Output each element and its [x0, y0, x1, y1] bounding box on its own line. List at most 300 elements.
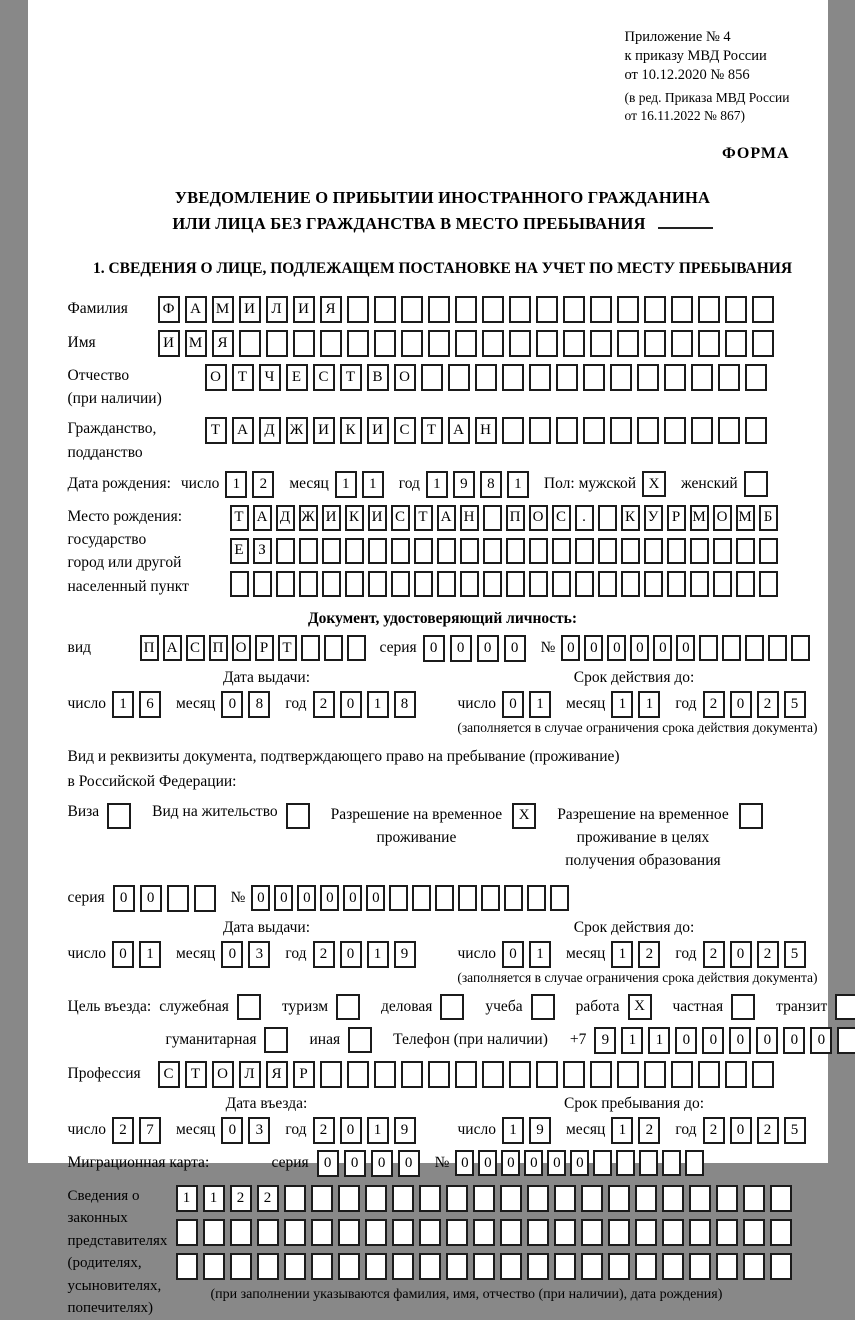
filled-cell[interactable]: 0: [477, 635, 499, 662]
filled-cell[interactable]: 0: [584, 635, 603, 661]
empty-cell[interactable]: [745, 364, 767, 391]
empty-cell[interactable]: [458, 885, 477, 911]
empty-cell[interactable]: [563, 1061, 585, 1088]
filled-cell[interactable]: 6: [139, 691, 161, 718]
empty-cell[interactable]: [392, 1185, 414, 1212]
empty-cell[interactable]: [716, 1219, 738, 1246]
filled-cell[interactable]: 9: [453, 471, 475, 498]
empty-cell[interactable]: [230, 571, 249, 597]
empty-cell[interactable]: [664, 417, 686, 444]
empty-cell[interactable]: [752, 1061, 774, 1088]
filled-cell[interactable]: 1: [502, 1117, 524, 1144]
filled-cell[interactable]: Л: [266, 296, 288, 323]
empty-cell[interactable]: [475, 364, 497, 391]
empty-cell[interactable]: [536, 1061, 558, 1088]
empty-cell[interactable]: [365, 1185, 387, 1212]
empty-cell[interactable]: [230, 1219, 252, 1246]
empty-cell[interactable]: [616, 1150, 635, 1176]
filled-cell[interactable]: 1: [611, 941, 633, 968]
filled-cell[interactable]: 2: [638, 941, 660, 968]
filled-cell[interactable]: 0: [561, 635, 580, 661]
filled-cell[interactable]: С: [394, 417, 416, 444]
filled-cell[interactable]: П: [209, 635, 228, 661]
filled-cell[interactable]: 0: [343, 885, 362, 911]
filled-cell[interactable]: 0: [607, 635, 626, 661]
empty-cell[interactable]: [176, 1253, 198, 1280]
empty-cell[interactable]: [637, 417, 659, 444]
filled-cell[interactable]: 0: [524, 1150, 543, 1176]
filled-cell[interactable]: В: [367, 364, 389, 391]
filled-cell[interactable]: 0: [450, 635, 472, 662]
empty-cell[interactable]: [435, 885, 454, 911]
empty-cell[interactable]: [401, 296, 423, 323]
empty-cell[interactable]: [437, 571, 456, 597]
empty-cell[interactable]: [554, 1219, 576, 1246]
empty-cell[interactable]: [428, 330, 450, 357]
empty-cell[interactable]: [428, 296, 450, 323]
empty-cell[interactable]: [311, 1253, 333, 1280]
filled-cell[interactable]: Т: [414, 505, 433, 531]
empty-cell[interactable]: [698, 1061, 720, 1088]
empty-cell[interactable]: [455, 1061, 477, 1088]
filled-cell[interactable]: 0: [502, 691, 524, 718]
empty-cell[interactable]: [667, 571, 686, 597]
empty-cell[interactable]: [347, 330, 369, 357]
filled-cell[interactable]: 1: [507, 471, 529, 498]
residence-permit-checkbox[interactable]: [286, 803, 310, 829]
empty-cell[interactable]: [322, 538, 341, 564]
empty-cell[interactable]: [446, 1185, 468, 1212]
filled-cell[interactable]: 1: [621, 1027, 643, 1054]
filled-cell[interactable]: О: [212, 1061, 234, 1088]
empty-cell[interactable]: [500, 1219, 522, 1246]
empty-cell[interactable]: [635, 1219, 657, 1246]
filled-cell[interactable]: З: [253, 538, 272, 564]
empty-cell[interactable]: [608, 1219, 630, 1246]
empty-cell[interactable]: [590, 1061, 612, 1088]
purpose-other-checkbox[interactable]: [348, 1027, 372, 1053]
empty-cell[interactable]: [482, 330, 504, 357]
empty-cell[interactable]: [770, 1219, 792, 1246]
filled-cell[interactable]: 5: [784, 941, 806, 968]
empty-cell[interactable]: [598, 505, 617, 531]
empty-cell[interactable]: [529, 417, 551, 444]
empty-cell[interactable]: [752, 330, 774, 357]
empty-cell[interactable]: [347, 635, 366, 661]
empty-cell[interactable]: [608, 1253, 630, 1280]
empty-cell[interactable]: [575, 571, 594, 597]
empty-cell[interactable]: [527, 1219, 549, 1246]
filled-cell[interactable]: А: [185, 296, 207, 323]
filled-cell[interactable]: А: [253, 505, 272, 531]
empty-cell[interactable]: [691, 364, 713, 391]
empty-cell[interactable]: [368, 538, 387, 564]
filled-cell[interactable]: 2: [257, 1185, 279, 1212]
filled-cell[interactable]: 0: [320, 885, 339, 911]
empty-cell[interactable]: [583, 364, 605, 391]
filled-cell[interactable]: Т: [278, 635, 297, 661]
empty-cell[interactable]: [347, 296, 369, 323]
empty-cell[interactable]: [689, 1253, 711, 1280]
empty-cell[interactable]: [743, 1219, 765, 1246]
filled-cell[interactable]: С: [158, 1061, 180, 1088]
empty-cell[interactable]: [583, 417, 605, 444]
filled-cell[interactable]: И: [367, 417, 389, 444]
empty-cell[interactable]: [610, 364, 632, 391]
filled-cell[interactable]: 0: [221, 691, 243, 718]
filled-cell[interactable]: 9: [394, 1117, 416, 1144]
empty-cell[interactable]: [338, 1253, 360, 1280]
empty-cell[interactable]: [368, 571, 387, 597]
purpose-humanitarian-checkbox[interactable]: [264, 1027, 288, 1053]
filled-cell[interactable]: М: [690, 505, 709, 531]
empty-cell[interactable]: [311, 1185, 333, 1212]
empty-cell[interactable]: [716, 1253, 738, 1280]
empty-cell[interactable]: [293, 330, 315, 357]
empty-cell[interactable]: [276, 571, 295, 597]
filled-cell[interactable]: 0: [570, 1150, 589, 1176]
filled-cell[interactable]: 9: [594, 1027, 616, 1054]
empty-cell[interactable]: [460, 571, 479, 597]
empty-cell[interactable]: [345, 571, 364, 597]
empty-cell[interactable]: [299, 538, 318, 564]
filled-cell[interactable]: К: [340, 417, 362, 444]
empty-cell[interactable]: [671, 296, 693, 323]
filled-cell[interactable]: 2: [313, 691, 335, 718]
empty-cell[interactable]: [299, 571, 318, 597]
empty-cell[interactable]: [529, 538, 548, 564]
empty-cell[interactable]: [770, 1253, 792, 1280]
filled-cell[interactable]: О: [205, 364, 227, 391]
filled-cell[interactable]: 0: [297, 885, 316, 911]
empty-cell[interactable]: [345, 538, 364, 564]
empty-cell[interactable]: [745, 635, 764, 661]
empty-cell[interactable]: [667, 538, 686, 564]
empty-cell[interactable]: [725, 1061, 747, 1088]
filled-cell[interactable]: Т: [205, 417, 227, 444]
empty-cell[interactable]: [664, 364, 686, 391]
empty-cell[interactable]: [770, 1185, 792, 1212]
filled-cell[interactable]: 2: [703, 1117, 725, 1144]
empty-cell[interactable]: [230, 1253, 252, 1280]
empty-cell[interactable]: [529, 571, 548, 597]
filled-cell[interactable]: 0: [221, 941, 243, 968]
empty-cell[interactable]: [743, 1253, 765, 1280]
filled-cell[interactable]: 2: [757, 1117, 779, 1144]
filled-cell[interactable]: С: [552, 505, 571, 531]
filled-cell[interactable]: 1: [426, 471, 448, 498]
empty-cell[interactable]: [506, 538, 525, 564]
empty-cell[interactable]: [374, 296, 396, 323]
purpose-tourism-checkbox[interactable]: [336, 994, 360, 1020]
empty-cell[interactable]: [621, 571, 640, 597]
purpose-business-checkbox[interactable]: [440, 994, 464, 1020]
filled-cell[interactable]: Ж: [286, 417, 308, 444]
empty-cell[interactable]: [552, 571, 571, 597]
filled-cell[interactable]: 3: [248, 1117, 270, 1144]
empty-cell[interactable]: [473, 1219, 495, 1246]
empty-cell[interactable]: [374, 1061, 396, 1088]
empty-cell[interactable]: [284, 1185, 306, 1212]
purpose-private-checkbox[interactable]: [731, 994, 755, 1020]
filled-cell[interactable]: 0: [398, 1150, 420, 1177]
empty-cell[interactable]: [745, 417, 767, 444]
empty-cell[interactable]: [389, 885, 408, 911]
filled-cell[interactable]: 1: [367, 941, 389, 968]
empty-cell[interactable]: [759, 571, 778, 597]
empty-cell[interactable]: [722, 635, 741, 661]
empty-cell[interactable]: [639, 1150, 658, 1176]
filled-cell[interactable]: Д: [276, 505, 295, 531]
empty-cell[interactable]: [529, 364, 551, 391]
empty-cell[interactable]: [671, 1061, 693, 1088]
empty-cell[interactable]: [338, 1185, 360, 1212]
empty-cell[interactable]: [276, 538, 295, 564]
filled-cell[interactable]: А: [163, 635, 182, 661]
filled-cell[interactable]: С: [186, 635, 205, 661]
filled-cell[interactable]: 0: [756, 1027, 778, 1054]
empty-cell[interactable]: [504, 885, 523, 911]
empty-cell[interactable]: [713, 571, 732, 597]
filled-cell[interactable]: 0: [221, 1117, 243, 1144]
empty-cell[interactable]: [635, 1253, 657, 1280]
empty-cell[interactable]: [412, 885, 431, 911]
empty-cell[interactable]: [324, 635, 343, 661]
empty-cell[interactable]: [421, 364, 443, 391]
filled-cell[interactable]: 1: [176, 1185, 198, 1212]
empty-cell[interactable]: [194, 885, 216, 912]
filled-cell[interactable]: 1: [335, 471, 357, 498]
empty-cell[interactable]: [725, 330, 747, 357]
empty-cell[interactable]: [320, 1061, 342, 1088]
empty-cell[interactable]: [644, 296, 666, 323]
purpose-transit-checkbox[interactable]: [835, 994, 855, 1020]
filled-cell[interactable]: Е: [230, 538, 249, 564]
empty-cell[interactable]: [203, 1219, 225, 1246]
filled-cell[interactable]: 1: [112, 691, 134, 718]
empty-cell[interactable]: [284, 1253, 306, 1280]
filled-cell[interactable]: И: [239, 296, 261, 323]
filled-cell[interactable]: Я: [266, 1061, 288, 1088]
empty-cell[interactable]: [759, 538, 778, 564]
filled-cell[interactable]: И: [158, 330, 180, 357]
filled-cell[interactable]: 0: [112, 941, 134, 968]
filled-cell[interactable]: А: [448, 417, 470, 444]
empty-cell[interactable]: [556, 364, 578, 391]
empty-cell[interactable]: [392, 1219, 414, 1246]
filled-cell[interactable]: Р: [293, 1061, 315, 1088]
filled-cell[interactable]: 0: [783, 1027, 805, 1054]
empty-cell[interactable]: [301, 635, 320, 661]
empty-cell[interactable]: [500, 1185, 522, 1212]
filled-cell[interactable]: Т: [232, 364, 254, 391]
filled-cell[interactable]: О: [529, 505, 548, 531]
empty-cell[interactable]: [527, 885, 546, 911]
empty-cell[interactable]: [482, 1061, 504, 1088]
empty-cell[interactable]: [581, 1253, 603, 1280]
empty-cell[interactable]: [473, 1253, 495, 1280]
empty-cell[interactable]: [671, 330, 693, 357]
empty-cell[interactable]: [718, 417, 740, 444]
filled-cell[interactable]: .: [575, 505, 594, 531]
empty-cell[interactable]: [365, 1219, 387, 1246]
empty-cell[interactable]: [419, 1185, 441, 1212]
empty-cell[interactable]: [736, 538, 755, 564]
filled-cell[interactable]: Д: [259, 417, 281, 444]
empty-cell[interactable]: [690, 538, 709, 564]
empty-cell[interactable]: [253, 571, 272, 597]
filled-cell[interactable]: 2: [313, 941, 335, 968]
filled-cell[interactable]: Т: [185, 1061, 207, 1088]
empty-cell[interactable]: [483, 571, 502, 597]
empty-cell[interactable]: [581, 1219, 603, 1246]
empty-cell[interactable]: [644, 538, 663, 564]
empty-cell[interactable]: [284, 1219, 306, 1246]
filled-cell[interactable]: 0: [340, 1117, 362, 1144]
empty-cell[interactable]: [617, 330, 639, 357]
empty-cell[interactable]: [500, 1253, 522, 1280]
empty-cell[interactable]: [685, 1150, 704, 1176]
empty-cell[interactable]: [590, 330, 612, 357]
filled-cell[interactable]: У: [644, 505, 663, 531]
empty-cell[interactable]: [593, 1150, 612, 1176]
empty-cell[interactable]: [419, 1253, 441, 1280]
empty-cell[interactable]: [713, 538, 732, 564]
empty-cell[interactable]: [419, 1219, 441, 1246]
empty-cell[interactable]: [347, 1061, 369, 1088]
empty-cell[interactable]: [689, 1219, 711, 1246]
empty-cell[interactable]: [725, 296, 747, 323]
filled-cell[interactable]: 0: [730, 691, 752, 718]
filled-cell[interactable]: М: [212, 296, 234, 323]
filled-cell[interactable]: Р: [255, 635, 274, 661]
filled-cell[interactable]: 1: [367, 1117, 389, 1144]
filled-cell[interactable]: 8: [480, 471, 502, 498]
filled-cell[interactable]: 0: [140, 885, 162, 912]
filled-cell[interactable]: 0: [274, 885, 293, 911]
purpose-work-checkbox[interactable]: X: [628, 994, 652, 1020]
filled-cell[interactable]: О: [394, 364, 416, 391]
temp-residence-education-checkbox[interactable]: [739, 803, 763, 829]
filled-cell[interactable]: О: [232, 635, 251, 661]
filled-cell[interactable]: 2: [703, 941, 725, 968]
female-checkbox[interactable]: [744, 471, 768, 497]
empty-cell[interactable]: [338, 1219, 360, 1246]
empty-cell[interactable]: [502, 364, 524, 391]
empty-cell[interactable]: [563, 330, 585, 357]
empty-cell[interactable]: [506, 571, 525, 597]
empty-cell[interactable]: [662, 1150, 681, 1176]
empty-cell[interactable]: [239, 330, 261, 357]
filled-cell[interactable]: 0: [630, 635, 649, 661]
filled-cell[interactable]: А: [437, 505, 456, 531]
empty-cell[interactable]: [635, 1185, 657, 1212]
filled-cell[interactable]: 2: [757, 941, 779, 968]
filled-cell[interactable]: 7: [139, 1117, 161, 1144]
filled-cell[interactable]: 8: [394, 691, 416, 718]
empty-cell[interactable]: [699, 635, 718, 661]
filled-cell[interactable]: С: [313, 364, 335, 391]
filled-cell[interactable]: И: [322, 505, 341, 531]
empty-cell[interactable]: [322, 571, 341, 597]
empty-cell[interactable]: [718, 364, 740, 391]
filled-cell[interactable]: 9: [394, 941, 416, 968]
filled-cell[interactable]: Ф: [158, 296, 180, 323]
empty-cell[interactable]: [392, 1253, 414, 1280]
empty-cell[interactable]: [791, 635, 810, 661]
empty-cell[interactable]: [644, 571, 663, 597]
filled-cell[interactable]: Т: [230, 505, 249, 531]
filled-cell[interactable]: Ч: [259, 364, 281, 391]
empty-cell[interactable]: [401, 1061, 423, 1088]
empty-cell[interactable]: [527, 1185, 549, 1212]
purpose-official-checkbox[interactable]: [237, 994, 261, 1020]
filled-cell[interactable]: М: [736, 505, 755, 531]
filled-cell[interactable]: 0: [455, 1150, 474, 1176]
empty-cell[interactable]: [552, 538, 571, 564]
empty-cell[interactable]: [509, 1061, 531, 1088]
empty-cell[interactable]: [662, 1219, 684, 1246]
empty-cell[interactable]: [691, 417, 713, 444]
empty-cell[interactable]: [473, 1185, 495, 1212]
filled-cell[interactable]: 1: [611, 1117, 633, 1144]
filled-cell[interactable]: Р: [667, 505, 686, 531]
purpose-study-checkbox[interactable]: [531, 994, 555, 1020]
filled-cell[interactable]: Н: [475, 417, 497, 444]
filled-cell[interactable]: П: [506, 505, 525, 531]
empty-cell[interactable]: [391, 538, 410, 564]
filled-cell[interactable]: 0: [423, 635, 445, 662]
empty-cell[interactable]: [598, 571, 617, 597]
filled-cell[interactable]: О: [713, 505, 732, 531]
filled-cell[interactable]: М: [185, 330, 207, 357]
empty-cell[interactable]: [203, 1253, 225, 1280]
filled-cell[interactable]: 0: [113, 885, 135, 912]
empty-cell[interactable]: [590, 296, 612, 323]
empty-cell[interactable]: [527, 1253, 549, 1280]
empty-cell[interactable]: [837, 1027, 855, 1054]
empty-cell[interactable]: [455, 296, 477, 323]
empty-cell[interactable]: [483, 538, 502, 564]
empty-cell[interactable]: [257, 1219, 279, 1246]
filled-cell[interactable]: 2: [638, 1117, 660, 1144]
empty-cell[interactable]: [437, 538, 456, 564]
empty-cell[interactable]: [455, 330, 477, 357]
empty-cell[interactable]: [644, 1061, 666, 1088]
empty-cell[interactable]: [483, 505, 502, 531]
filled-cell[interactable]: А: [232, 417, 254, 444]
filled-cell[interactable]: 8: [248, 691, 270, 718]
filled-cell[interactable]: 0: [702, 1027, 724, 1054]
empty-cell[interactable]: [554, 1253, 576, 1280]
filled-cell[interactable]: 1: [203, 1185, 225, 1212]
empty-cell[interactable]: [581, 1185, 603, 1212]
empty-cell[interactable]: [610, 417, 632, 444]
filled-cell[interactable]: Е: [286, 364, 308, 391]
empty-cell[interactable]: [550, 885, 569, 911]
filled-cell[interactable]: Л: [239, 1061, 261, 1088]
empty-cell[interactable]: [554, 1185, 576, 1212]
filled-cell[interactable]: 1: [611, 691, 633, 718]
filled-cell[interactable]: 0: [504, 635, 526, 662]
empty-cell[interactable]: [563, 296, 585, 323]
filled-cell[interactable]: 0: [340, 691, 362, 718]
temp-residence-checkbox[interactable]: X: [512, 803, 536, 829]
empty-cell[interactable]: [391, 571, 410, 597]
empty-cell[interactable]: [689, 1185, 711, 1212]
filled-cell[interactable]: 0: [547, 1150, 566, 1176]
filled-cell[interactable]: 0: [340, 941, 362, 968]
